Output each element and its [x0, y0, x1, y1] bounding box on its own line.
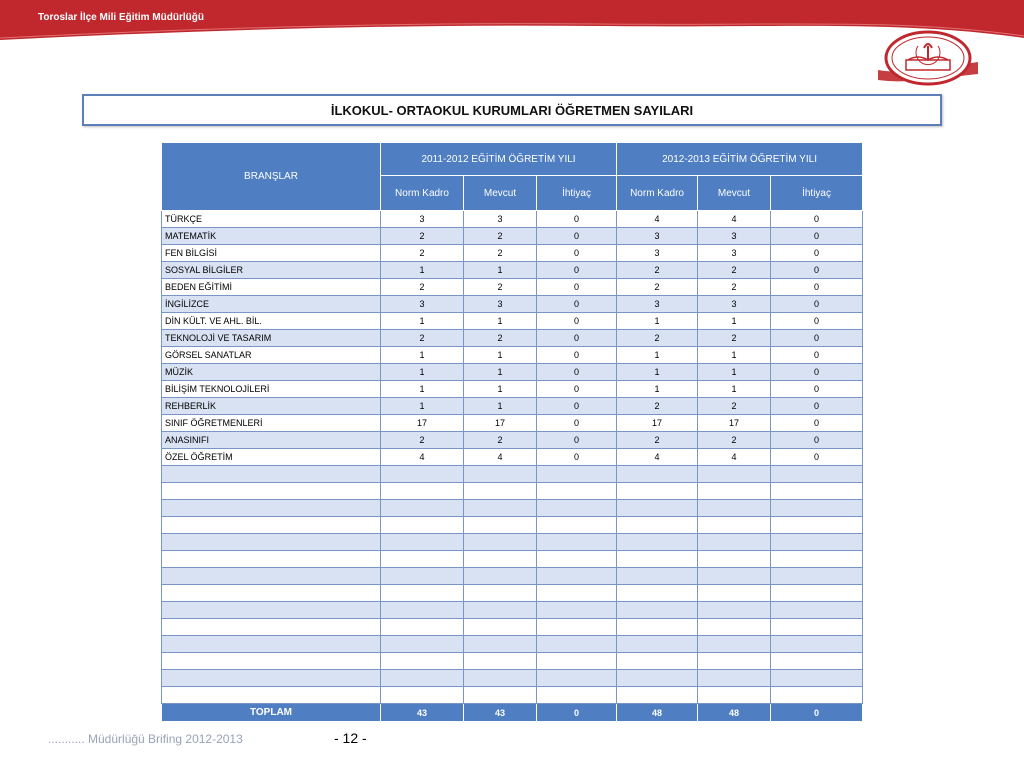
subheader: İhtiyaç	[537, 176, 617, 211]
empty-cell	[162, 551, 381, 568]
empty-cell	[162, 585, 381, 602]
table-row	[162, 381, 863, 398]
branch-name: MÜZİK	[162, 364, 381, 381]
empty-cell	[617, 585, 698, 602]
cell-value: 2	[698, 330, 771, 347]
empty-cell	[771, 500, 863, 517]
cell-value: 3	[381, 296, 464, 313]
cell-value: 0	[537, 398, 617, 415]
branch-name: ANASINIFI	[162, 432, 381, 449]
cell-value: 0	[537, 432, 617, 449]
cell-value: 2	[381, 228, 464, 245]
branch-name: SOSYAL BİLGİLER	[162, 262, 381, 279]
cell-value: 17	[698, 415, 771, 432]
empty-cell	[698, 568, 771, 585]
empty-cell	[381, 619, 464, 636]
cell-value: 17	[464, 415, 537, 432]
cell-value: 1	[381, 262, 464, 279]
cell-value: 2	[617, 262, 698, 279]
empty-cell	[162, 466, 381, 483]
empty-cell	[771, 585, 863, 602]
cell-value: 0	[537, 313, 617, 330]
empty-row	[162, 500, 863, 517]
empty-row	[162, 687, 863, 704]
empty-cell	[617, 636, 698, 653]
cell-value: 3	[464, 296, 537, 313]
cell-value: 2	[698, 262, 771, 279]
empty-cell	[698, 602, 771, 619]
cell-value: 4	[617, 211, 698, 228]
empty-cell	[617, 670, 698, 687]
cell-value: 0	[537, 415, 617, 432]
cell-value: 1	[617, 364, 698, 381]
empty-cell	[464, 517, 537, 534]
empty-cell	[537, 602, 617, 619]
subheader: İhtiyaç	[771, 176, 863, 211]
cell-value: 2	[381, 432, 464, 449]
subheader: Norm Kadro	[381, 176, 464, 211]
empty-cell	[381, 483, 464, 500]
empty-cell	[162, 670, 381, 687]
empty-cell	[162, 602, 381, 619]
cell-value: 2	[698, 279, 771, 296]
empty-row	[162, 653, 863, 670]
empty-cell	[381, 517, 464, 534]
empty-cell	[464, 619, 537, 636]
cell-value: 1	[464, 313, 537, 330]
cell-value: 0	[771, 262, 863, 279]
empty-cell	[617, 653, 698, 670]
cell-value: 2	[617, 330, 698, 347]
cell-value: 0	[537, 330, 617, 347]
cell-value: 0	[771, 228, 863, 245]
branch-name: TEKNOLOJİ VE TASARIM	[162, 330, 381, 347]
branch-name: DİN KÜLT. VE AHL. BİL.	[162, 313, 381, 330]
empty-cell	[381, 568, 464, 585]
empty-row	[162, 534, 863, 551]
branch-name: BEDEN EĞİTİMİ	[162, 279, 381, 296]
cell-value: 2	[381, 245, 464, 262]
empty-cell	[698, 636, 771, 653]
table-row	[162, 415, 863, 432]
table-row	[162, 347, 863, 364]
cell-value: 1	[617, 347, 698, 364]
subheader: Mevcut	[464, 176, 537, 211]
cell-value: 0	[537, 211, 617, 228]
table-row	[162, 364, 863, 381]
ministry-logo	[878, 30, 978, 92]
cell-value: 3	[617, 245, 698, 262]
empty-row	[162, 585, 863, 602]
empty-cell	[771, 636, 863, 653]
empty-cell	[381, 670, 464, 687]
empty-row	[162, 619, 863, 636]
empty-row	[162, 568, 863, 585]
empty-cell	[537, 687, 617, 704]
table-row	[162, 432, 863, 449]
empty-cell	[162, 500, 381, 517]
cell-value: 0	[537, 449, 617, 466]
empty-cell	[698, 585, 771, 602]
subheader: Norm Kadro	[617, 176, 698, 211]
empty-cell	[464, 602, 537, 619]
cell-value: 1	[381, 364, 464, 381]
empty-cell	[771, 653, 863, 670]
empty-cell	[162, 619, 381, 636]
cell-value: 17	[381, 415, 464, 432]
table-row	[162, 245, 863, 262]
empty-cell	[698, 670, 771, 687]
cell-value: 2	[617, 398, 698, 415]
empty-cell	[381, 466, 464, 483]
empty-row	[162, 670, 863, 687]
cell-value: 2	[464, 228, 537, 245]
empty-cell	[771, 670, 863, 687]
total-value: 48	[617, 704, 698, 722]
empty-cell	[162, 687, 381, 704]
empty-cell	[537, 466, 617, 483]
empty-cell	[537, 619, 617, 636]
cell-value: 2	[381, 279, 464, 296]
total-value: 48	[698, 704, 771, 722]
cell-value: 0	[771, 415, 863, 432]
total-label: TOPLAM	[162, 704, 381, 722]
empty-cell	[698, 466, 771, 483]
empty-cell	[617, 517, 698, 534]
empty-cell	[464, 636, 537, 653]
cell-value: 3	[698, 228, 771, 245]
cell-value: 1	[617, 313, 698, 330]
empty-cell	[617, 568, 698, 585]
branch-name: GÖRSEL SANATLAR	[162, 347, 381, 364]
cell-value: 4	[698, 211, 771, 228]
branch-name: BİLİŞİM TEKNOLOJİLERİ	[162, 381, 381, 398]
empty-cell	[464, 483, 537, 500]
empty-cell	[698, 534, 771, 551]
cell-value: 1	[381, 347, 464, 364]
subheader: Mevcut	[698, 176, 771, 211]
empty-cell	[617, 551, 698, 568]
cell-value: 2	[381, 330, 464, 347]
empty-cell	[617, 466, 698, 483]
cell-value: 1	[464, 381, 537, 398]
table-row	[162, 398, 863, 415]
empty-cell	[698, 653, 771, 670]
cell-value: 2	[617, 432, 698, 449]
empty-cell	[381, 585, 464, 602]
cell-value: 1	[698, 364, 771, 381]
empty-cell	[162, 636, 381, 653]
branch-name: İNGİLİZCE	[162, 296, 381, 313]
cell-value: 3	[698, 296, 771, 313]
branch-name: TÜRKÇE	[162, 211, 381, 228]
cell-value: 1	[698, 381, 771, 398]
cell-value: 17	[617, 415, 698, 432]
cell-value: 0	[771, 296, 863, 313]
empty-cell	[464, 466, 537, 483]
cell-value: 0	[537, 296, 617, 313]
empty-row	[162, 602, 863, 619]
table-row	[162, 211, 863, 228]
empty-cell	[617, 687, 698, 704]
empty-cell	[381, 636, 464, 653]
cell-value: 1	[381, 398, 464, 415]
top-banner	[0, 0, 1024, 40]
year2-header: 2012-2013 EĞİTİM ÖĞRETİM YILI	[617, 143, 863, 176]
total-value: 0	[771, 704, 863, 722]
table-row	[162, 228, 863, 245]
cell-value: 0	[537, 245, 617, 262]
empty-cell	[464, 653, 537, 670]
cell-value: 1	[381, 313, 464, 330]
cell-value: 0	[771, 279, 863, 296]
branch-name: MATEMATİK	[162, 228, 381, 245]
empty-cell	[617, 602, 698, 619]
branch-header: BRANŞLAR	[162, 143, 381, 211]
cell-value: 4	[464, 449, 537, 466]
table-row	[162, 279, 863, 296]
teacher-table	[161, 142, 863, 722]
empty-cell	[771, 517, 863, 534]
cell-value: 0	[771, 245, 863, 262]
total-value: 0	[537, 704, 617, 722]
table-row	[162, 296, 863, 313]
empty-cell	[771, 602, 863, 619]
cell-value: 3	[617, 228, 698, 245]
page-number: - 12 -	[334, 730, 367, 746]
empty-cell	[381, 500, 464, 517]
table-row	[162, 330, 863, 347]
empty-cell	[771, 619, 863, 636]
empty-cell	[381, 653, 464, 670]
cell-value: 1	[464, 347, 537, 364]
cell-value: 2	[698, 398, 771, 415]
empty-cell	[617, 500, 698, 517]
empty-cell	[771, 568, 863, 585]
cell-value: 3	[464, 211, 537, 228]
empty-row	[162, 517, 863, 534]
empty-cell	[537, 551, 617, 568]
empty-row	[162, 551, 863, 568]
cell-value: 3	[617, 296, 698, 313]
empty-cell	[771, 551, 863, 568]
empty-cell	[537, 670, 617, 687]
empty-cell	[617, 534, 698, 551]
empty-cell	[771, 534, 863, 551]
empty-cell	[698, 517, 771, 534]
year1-header: 2011-2012 EĞİTİM ÖĞRETİM YILI	[381, 143, 617, 176]
page-title: İLKOKUL- ORTAOKUL KURUMLARI ÖĞRETMEN SAYILARI	[330, 102, 694, 118]
cell-value: 4	[698, 449, 771, 466]
cell-value: 2	[464, 432, 537, 449]
empty-cell	[698, 687, 771, 704]
empty-cell	[698, 551, 771, 568]
empty-cell	[464, 670, 537, 687]
cell-value: 0	[771, 347, 863, 364]
empty-cell	[698, 619, 771, 636]
cell-value: 2	[617, 279, 698, 296]
cell-value: 2	[464, 330, 537, 347]
cell-value: 0	[771, 381, 863, 398]
total-value: 43	[464, 704, 537, 722]
total-row	[162, 704, 863, 722]
cell-value: 2	[698, 432, 771, 449]
empty-cell	[162, 483, 381, 500]
empty-cell	[464, 568, 537, 585]
empty-row	[162, 636, 863, 653]
empty-cell	[162, 568, 381, 585]
empty-cell	[771, 687, 863, 704]
empty-cell	[771, 483, 863, 500]
branch-name: ÖZEL ÖĞRETİM	[162, 449, 381, 466]
empty-cell	[698, 483, 771, 500]
footer-text: ........... Müdürlüğü Brifing 2012-2013	[48, 732, 243, 746]
empty-cell	[537, 500, 617, 517]
cell-value: 0	[771, 398, 863, 415]
cell-value: 2	[464, 279, 537, 296]
empty-cell	[617, 483, 698, 500]
cell-value: 4	[381, 449, 464, 466]
empty-cell	[162, 517, 381, 534]
cell-value: 1	[464, 364, 537, 381]
cell-value: 0	[771, 449, 863, 466]
cell-value: 0	[537, 381, 617, 398]
empty-cell	[381, 602, 464, 619]
cell-value: 0	[771, 432, 863, 449]
cell-value: 1	[464, 398, 537, 415]
table-row	[162, 313, 863, 330]
empty-cell	[537, 483, 617, 500]
cell-value: 0	[537, 228, 617, 245]
table-body	[162, 211, 863, 722]
empty-cell	[537, 653, 617, 670]
empty-cell	[464, 534, 537, 551]
empty-cell	[698, 500, 771, 517]
empty-cell	[381, 534, 464, 551]
cell-value: 0	[771, 364, 863, 381]
cell-value: 3	[698, 245, 771, 262]
empty-cell	[381, 551, 464, 568]
empty-cell	[537, 517, 617, 534]
empty-row	[162, 483, 863, 500]
cell-value: 0	[771, 313, 863, 330]
cell-value: 1	[617, 381, 698, 398]
title-box	[82, 94, 942, 126]
empty-cell	[771, 466, 863, 483]
branch-name: SINIF ÖĞRETMENLERİ	[162, 415, 381, 432]
cell-value: 0	[537, 364, 617, 381]
empty-cell	[464, 687, 537, 704]
total-value: 43	[381, 704, 464, 722]
table-row	[162, 262, 863, 279]
empty-cell	[464, 551, 537, 568]
cell-value: 0	[771, 211, 863, 228]
cell-value: 2	[464, 245, 537, 262]
empty-cell	[537, 585, 617, 602]
empty-cell	[537, 568, 617, 585]
cell-value: 1	[381, 381, 464, 398]
cell-value: 4	[617, 449, 698, 466]
cell-value: 0	[537, 279, 617, 296]
cell-value: 0	[537, 347, 617, 364]
cell-value: 1	[698, 347, 771, 364]
empty-cell	[381, 687, 464, 704]
cell-value: 0	[771, 330, 863, 347]
cell-value: 0	[537, 262, 617, 279]
cell-value: 3	[381, 211, 464, 228]
empty-cell	[617, 619, 698, 636]
branch-name: FEN BİLGİSİ	[162, 245, 381, 262]
empty-cell	[162, 534, 381, 551]
table-row	[162, 449, 863, 466]
empty-cell	[537, 534, 617, 551]
empty-cell	[464, 585, 537, 602]
cell-value: 1	[698, 313, 771, 330]
empty-cell	[464, 500, 537, 517]
org-name: Toroslar İlçe Mili Eğitim Müdürlüğü	[38, 12, 204, 23]
cell-value: 1	[464, 262, 537, 279]
empty-cell	[162, 653, 381, 670]
branch-name: REHBERLİK	[162, 398, 381, 415]
empty-row	[162, 466, 863, 483]
empty-cell	[537, 636, 617, 653]
